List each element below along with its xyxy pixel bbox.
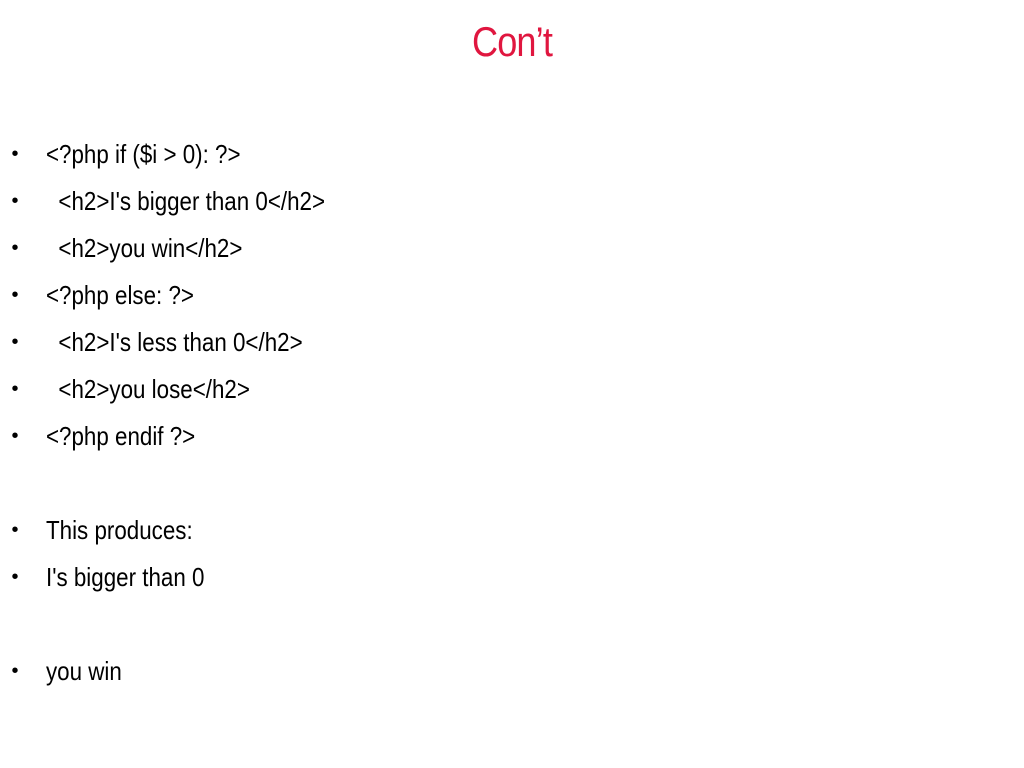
bullet-item: [0, 512, 1000, 548]
bullet-text: <h2>I's less than 0</h2>: [46, 327, 303, 357]
bullet-text: This produces:: [46, 515, 193, 545]
bullet-item: [0, 559, 1000, 595]
bullet-item: [0, 277, 1000, 313]
bullet-text: <h2>I's bigger than 0</h2>: [46, 186, 326, 216]
bullet-dot-icon: •: [11, 237, 19, 259]
bullet-item: [0, 653, 1000, 689]
bullet-text: <?php if ($i > 0): ?>: [46, 139, 241, 169]
bullet-dot-icon: •: [11, 425, 19, 447]
bullet-dot-icon: •: [11, 660, 19, 682]
bullet-text: <?php else: ?>: [46, 280, 194, 310]
bullet-item: [0, 183, 1000, 219]
bullet-dot-icon: •: [11, 378, 19, 400]
slide-title: Con’t: [471, 18, 553, 65]
bullet-text: you win: [46, 656, 122, 686]
bullet-item: [0, 371, 1000, 407]
bullet-dot-icon: •: [11, 519, 19, 541]
bullet-dot-icon: •: [11, 284, 19, 306]
bullet-text: I's bigger than 0: [46, 562, 205, 592]
bullet-item: [0, 418, 1000, 454]
bullet-item: [0, 230, 1000, 266]
bullet-dot-icon: •: [11, 566, 19, 588]
bullet-text: <?php endif ?>: [46, 421, 196, 451]
bullet-dot-icon: •: [11, 143, 19, 165]
bullet-text: <h2>you win</h2>: [46, 233, 243, 263]
bullet-item: [0, 136, 1000, 172]
bullet-item: [0, 324, 1000, 360]
bullet-dot-icon: •: [11, 190, 19, 212]
bullet-dot-icon: •: [11, 331, 19, 353]
bullet-text: <h2>you lose</h2>: [46, 374, 250, 404]
